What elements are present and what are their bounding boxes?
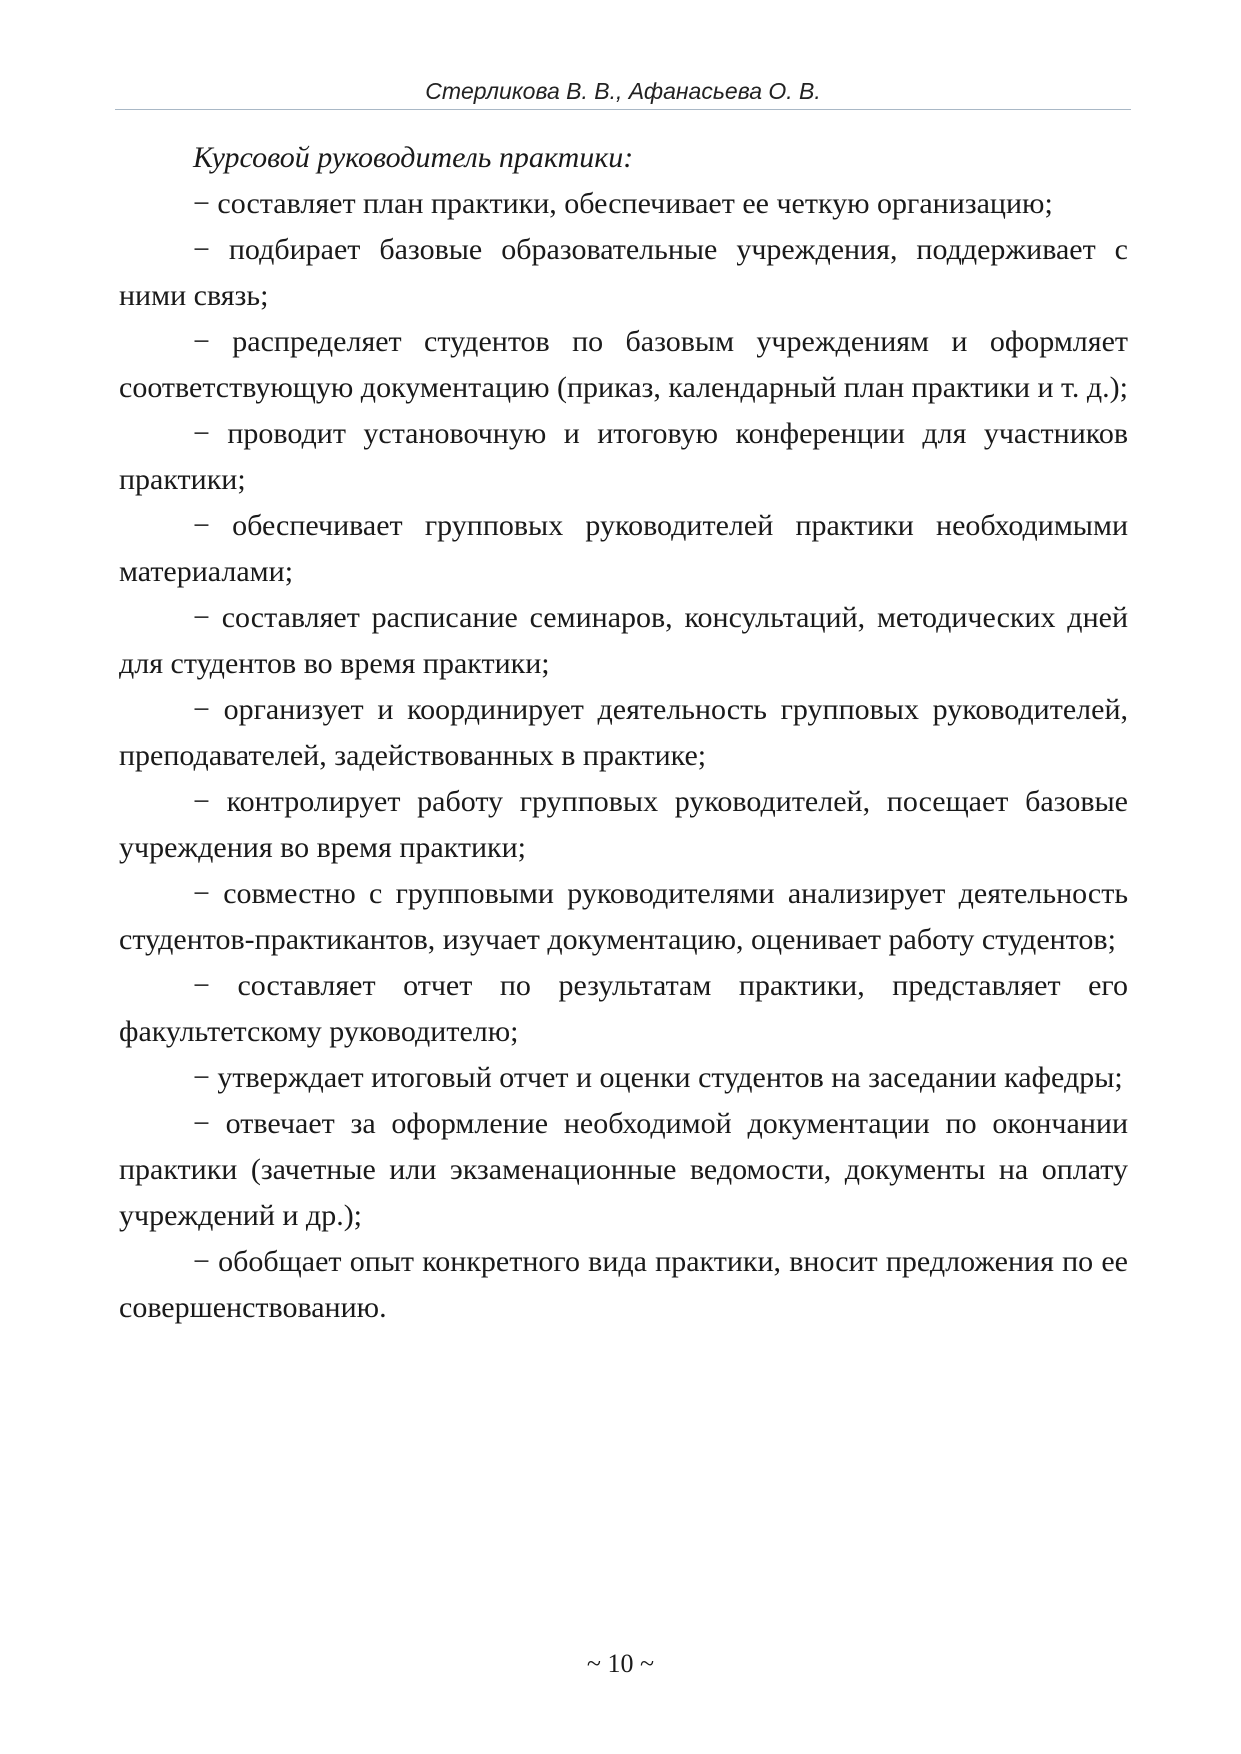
list-item: − составляет отчет по результатам практики, представляет его факультетскому руководителю; — [119, 969, 1128, 1048]
list-item: − распределяет студентов по базовым учреждениям и оформляет соответствующую документацию (приказ, календарный план практики и т. д.); — [119, 325, 1128, 404]
list-item: − составляет расписание семинаров, консультаций, методических дней для студентов во время практики; — [119, 601, 1128, 680]
list-item: − организует и координирует деятельность групповых руководителей, преподавателей, задействованных в практике; — [119, 693, 1128, 772]
list-item: − проводит установочную и итоговую конференции для участников практики; — [119, 417, 1128, 496]
list-item: − утверждает итоговый отчет и оценки студентов на заседании кафедры; — [193, 1061, 1123, 1094]
page-body — [119, 135, 1128, 1331]
list-item: − обеспечивает групповых руководителей практики необходимыми материалами; — [119, 509, 1128, 588]
list-item: − совместно с групповыми руководителями анализирует деятельность студентов-практикантов, изучает документацию, оценивает работу студентов; — [119, 877, 1128, 956]
section-intro: Курсовой руководитель практики: — [193, 141, 634, 174]
list-item: − подбирает базовые образовательные учреждения, поддерживает с ними связь; — [119, 233, 1128, 312]
list-item: − обобщает опыт конкретного вида практики, вносит предложения по ее совершенствованию. — [119, 1245, 1128, 1324]
running-header: Стерликова В. В., Афанасьева О. В. — [425, 78, 821, 104]
list-item: − составляет план практики, обеспечивает ее четкую организацию; — [193, 187, 1053, 220]
page-number: ~ 10 ~ — [586, 1649, 655, 1678]
list-item: − контролирует работу групповых руководителей, посещает базовые учреждения во время практики; — [119, 785, 1128, 864]
list-item: − отвечает за оформление необходимой документации по окончании практики (зачетные или экзаменационные ведомости, документы на оплату учреждений и др.); — [119, 1107, 1128, 1232]
header-divider — [115, 109, 1131, 110]
